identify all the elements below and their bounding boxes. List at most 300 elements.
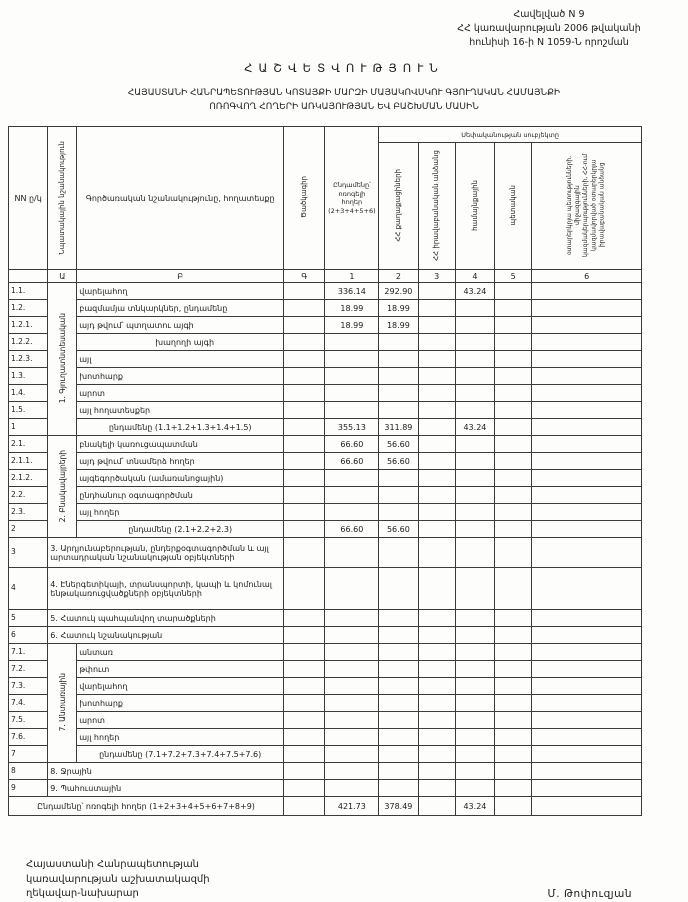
- value-cell: [532, 712, 642, 729]
- value-cell: [495, 627, 532, 644]
- value-cell: [418, 385, 455, 402]
- col-group-header-subjects: Սեփականության սուբյեկտը: [379, 127, 642, 143]
- value-cell: [325, 763, 379, 780]
- code-cell: [284, 538, 325, 568]
- value-cell: 66.60: [325, 453, 379, 470]
- value-cell: [455, 436, 494, 453]
- value-cell: [532, 568, 642, 610]
- code-cell: [284, 470, 325, 487]
- grand-total-code-cell: [284, 797, 325, 816]
- code-cell: [284, 402, 325, 419]
- table-row: [9, 334, 642, 351]
- value-cell: [418, 402, 455, 419]
- code-cell: [284, 644, 325, 661]
- row-number: 1.2.1.: [9, 317, 48, 334]
- value-cell: [495, 334, 532, 351]
- col-header-community-text: համայնքային: [470, 179, 479, 231]
- value-cell: [325, 712, 379, 729]
- code-cell-nn: [9, 270, 48, 283]
- code-cell-3: 3: [418, 270, 455, 283]
- value-cell: [532, 385, 642, 402]
- land-type-label: այլ հողատեսքեր: [77, 402, 284, 419]
- row-number: 2.1.2.: [9, 470, 48, 487]
- value-cell: 18.99: [379, 317, 418, 334]
- row-number: 7: [9, 746, 48, 763]
- irrigated-lands-table: [8, 126, 642, 816]
- value-cell: [532, 453, 642, 470]
- value-cell: [379, 470, 418, 487]
- table-row: [9, 351, 642, 368]
- report-subtitle-subject: ՈՌՈԳՎՈՂ ՀՈՂԵՐԻ ԱՌԿԱՅՈՒԹՅԱՆ ԵՎ ԲԱՇԽՄԱՆ ՄԱՍԻՆ: [209, 101, 479, 112]
- col-header-state: [495, 143, 532, 270]
- value-cell: [325, 470, 379, 487]
- value-cell: [532, 627, 642, 644]
- signer-title-line2: կառավարության աշխատակազմի: [26, 873, 210, 885]
- value-cell: [532, 470, 642, 487]
- row-number: 1.2.: [9, 300, 48, 317]
- col-header-citizens: [379, 143, 418, 270]
- value-cell: [418, 644, 455, 661]
- table-row: [9, 644, 642, 661]
- land-type-label: վարելահող: [77, 678, 284, 695]
- value-cell: [532, 521, 642, 538]
- land-type-label: արոտ: [77, 385, 284, 402]
- grand-total-value: 421.73: [325, 797, 379, 816]
- col-header-foreign: [532, 143, 642, 270]
- table-row: [9, 504, 642, 521]
- value-cell: [455, 746, 494, 763]
- col-header-code-text: Ծածկագիր: [299, 176, 308, 219]
- value-cell: [495, 538, 532, 568]
- col-header-citizens-text: ՀՀ քաղաքացիների: [394, 168, 403, 242]
- row-number: 1: [9, 419, 48, 436]
- value-cell: [379, 729, 418, 746]
- value-cell: 56.60: [379, 521, 418, 538]
- value-cell: 355.13: [325, 419, 379, 436]
- value-cell: [455, 470, 494, 487]
- signer-title-line1: Հայաստանի Հանրապետության: [26, 859, 200, 871]
- table-row: [9, 712, 642, 729]
- value-cell: [495, 661, 532, 678]
- group-label: 1. Գյուղատնտեսական: [57, 313, 67, 404]
- code-cell: [284, 521, 325, 538]
- group-label: 7. Անտառային: [57, 673, 67, 732]
- row-number: 3: [9, 538, 48, 568]
- value-cell: [532, 300, 642, 317]
- code-cell: [284, 504, 325, 521]
- code-cell: [284, 300, 325, 317]
- value-cell: [418, 436, 455, 453]
- value-cell: [532, 661, 642, 678]
- col-header-purpose: [48, 127, 77, 270]
- code-cell: [284, 729, 325, 746]
- annex-decree-number: հունիսի 16-ի N 1059-Ն որոշման: [469, 36, 629, 48]
- land-type-label: 5. Հատուկ պահպանվող տարածքների: [48, 610, 284, 627]
- value-cell: [379, 678, 418, 695]
- signer-name: Մ. Թոփուզյան: [547, 887, 632, 900]
- value-cell: [418, 368, 455, 385]
- value-cell: [455, 317, 494, 334]
- value-cell: [325, 351, 379, 368]
- value-cell: 18.99: [325, 300, 379, 317]
- value-cell: [455, 729, 494, 746]
- value-cell: [495, 521, 532, 538]
- value-cell: 56.60: [379, 436, 418, 453]
- value-cell: [495, 283, 532, 300]
- value-cell: [325, 402, 379, 419]
- grand-total-state: [495, 797, 532, 816]
- value-cell: [495, 402, 532, 419]
- land-type-label: այգեգործական (ամառանոցային): [77, 470, 284, 487]
- land-type-label: խոտհարք: [77, 695, 284, 712]
- table-row: [9, 661, 642, 678]
- value-cell: [495, 504, 532, 521]
- table-row: [9, 317, 642, 334]
- code-cell-1: 1: [325, 270, 379, 283]
- value-cell: [532, 763, 642, 780]
- value-cell: [325, 504, 379, 521]
- land-type-label: 3. Արդյունաբերության, ընդերքօգտագործման և այլ արտադրական նշանակության օբյեկտների: [48, 538, 284, 568]
- land-type-label: 6. Հատուկ նշանակության: [48, 627, 284, 644]
- value-cell: [325, 610, 379, 627]
- value-cell: [532, 334, 642, 351]
- value-cell: [495, 419, 532, 436]
- value-cell: [379, 351, 418, 368]
- land-type-label: 9. Պահուստային: [48, 780, 284, 797]
- table-row: [9, 487, 642, 504]
- value-cell: [532, 368, 642, 385]
- value-cell: [455, 644, 494, 661]
- code-cell: [284, 453, 325, 470]
- value-cell: [495, 385, 532, 402]
- row-number: 1.2.3.: [9, 351, 48, 368]
- table-row: [9, 695, 642, 712]
- row-number: 7.3.: [9, 678, 48, 695]
- code-cell-a: Ա: [48, 270, 77, 283]
- value-cell: [325, 746, 379, 763]
- value-cell: [455, 780, 494, 797]
- table-row: [9, 610, 642, 627]
- code-cell: [284, 351, 325, 368]
- row-number: 2.1.1.: [9, 453, 48, 470]
- value-cell: [455, 661, 494, 678]
- value-cell: [418, 568, 455, 610]
- code-cell: [284, 678, 325, 695]
- table-row: [9, 678, 642, 695]
- code-cell-6: 6: [532, 270, 642, 283]
- land-type-label: ընդամենը (2.1+2.2+2.3): [77, 521, 284, 538]
- value-cell: [495, 487, 532, 504]
- value-cell: [325, 568, 379, 610]
- code-cell: [284, 419, 325, 436]
- land-type-label: ընդամենը (7.1+7.2+7.3+7.4+7.5+7.6): [77, 746, 284, 763]
- value-cell: [325, 627, 379, 644]
- value-cell: [532, 610, 642, 627]
- header-row-main: [9, 127, 642, 143]
- value-cell: [455, 487, 494, 504]
- value-cell: [455, 351, 494, 368]
- value-cell: [379, 746, 418, 763]
- value-cell: [532, 504, 642, 521]
- row-number: 2.3.: [9, 504, 48, 521]
- code-cell: [284, 368, 325, 385]
- grand-total-label: Ընդամենը՝ ոռոգելի հողեր (1+2+3+4+5+6+7+8+9): [9, 797, 284, 816]
- code-cell: [284, 283, 325, 300]
- value-cell: [495, 712, 532, 729]
- value-cell: [325, 695, 379, 712]
- value-cell: [325, 729, 379, 746]
- table-row: [9, 368, 642, 385]
- value-cell: [325, 678, 379, 695]
- value-cell: [495, 568, 532, 610]
- row-number: 1.3.: [9, 368, 48, 385]
- col-header-legal-entities-text: ՀՀ իրավաբանական անձանց: [432, 149, 441, 261]
- code-cell: [284, 712, 325, 729]
- value-cell: [495, 368, 532, 385]
- value-cell: [455, 300, 494, 317]
- value-cell: [455, 678, 494, 695]
- land-type-label: բազմամյա տնկարկներ, ընդամենը: [77, 300, 284, 317]
- value-cell: [418, 729, 455, 746]
- value-cell: [455, 368, 494, 385]
- code-cell: [284, 334, 325, 351]
- row-number: 7.6.: [9, 729, 48, 746]
- row-number: 7.2.: [9, 661, 48, 678]
- value-cell: [495, 436, 532, 453]
- value-cell: [532, 436, 642, 453]
- table-row: [9, 627, 642, 644]
- value-cell: [495, 695, 532, 712]
- value-cell: [379, 610, 418, 627]
- code-cell: [284, 695, 325, 712]
- land-type-label: այլ հողեր: [77, 729, 284, 746]
- value-cell: [455, 334, 494, 351]
- value-cell: 43.24: [455, 283, 494, 300]
- value-cell: [532, 678, 642, 695]
- group-label-cell: [48, 436, 77, 538]
- row-number: 1.4.: [9, 385, 48, 402]
- value-cell: [532, 283, 642, 300]
- value-cell: [418, 678, 455, 695]
- value-cell: [455, 695, 494, 712]
- report-title: ՀԱՇՎԵՏՎՈՒԹՅՈՒՆ: [244, 61, 444, 76]
- land-type-label: խաղողի այգի: [77, 334, 284, 351]
- signer-title-line3: ղեկավար-նախարար: [26, 888, 139, 900]
- value-cell: [379, 627, 418, 644]
- value-cell: 18.99: [325, 317, 379, 334]
- value-cell: [379, 695, 418, 712]
- col-header-foreign-text: օտարերկրյա պետությունների, միջազգային կազմակերպությունների, ՀՀ-ում կազմավորված օտարերկրյա իրավաբանական անձանց: [566, 153, 606, 257]
- value-cell: [532, 780, 642, 797]
- value-cell: [418, 712, 455, 729]
- grand-total-foreign: [532, 797, 642, 816]
- row-number: 9: [9, 780, 48, 797]
- value-cell: [495, 746, 532, 763]
- report-title-block: [0, 61, 688, 114]
- value-cell: [418, 300, 455, 317]
- value-cell: [455, 712, 494, 729]
- value-cell: [455, 504, 494, 521]
- value-cell: [495, 678, 532, 695]
- value-cell: [532, 538, 642, 568]
- table-row: [9, 538, 642, 568]
- col-header-row-number: NN ը/կ: [9, 127, 48, 270]
- value-cell: [455, 538, 494, 568]
- value-cell: [325, 644, 379, 661]
- value-cell: [495, 644, 532, 661]
- row-number: 1.1.: [9, 283, 48, 300]
- value-cell: [455, 763, 494, 780]
- value-cell: [418, 470, 455, 487]
- code-cell: [284, 627, 325, 644]
- value-cell: [495, 351, 532, 368]
- value-cell: 43.24: [455, 419, 494, 436]
- value-cell: [418, 763, 455, 780]
- value-cell: 336.14: [325, 283, 379, 300]
- land-type-label: բնակելի կառուցապատման: [77, 436, 284, 453]
- table-row: [9, 521, 642, 538]
- value-cell: [418, 283, 455, 300]
- land-type-label: այդ թվում՝ տնամերձ հողեր: [77, 453, 284, 470]
- col-header-purpose-text: Նպատակային նշանակություն: [57, 140, 66, 255]
- value-cell: [418, 317, 455, 334]
- signer-title: [26, 858, 210, 902]
- row-number: 2: [9, 521, 48, 538]
- grand-total-row: [9, 797, 642, 816]
- value-cell: [455, 385, 494, 402]
- group-label-cell: [48, 644, 77, 763]
- code-cell: [284, 610, 325, 627]
- row-number: 1.2.2.: [9, 334, 48, 351]
- value-cell: [418, 610, 455, 627]
- value-cell: [379, 763, 418, 780]
- value-cell: [532, 402, 642, 419]
- group-label: 2. Բնակավայրերի: [57, 449, 67, 522]
- annex-decree-year: ՀՀ կառավարության 2006 թվականի: [457, 22, 641, 34]
- group-label-cell: [48, 283, 77, 436]
- value-cell: [325, 334, 379, 351]
- value-cell: [532, 487, 642, 504]
- table-row: [9, 780, 642, 797]
- value-cell: [418, 695, 455, 712]
- value-cell: [455, 402, 494, 419]
- land-type-label: ընդհանուր օգտագործման: [77, 487, 284, 504]
- value-cell: [325, 780, 379, 797]
- code-cell-4: 4: [455, 270, 494, 283]
- value-cell: [379, 538, 418, 568]
- value-cell: [532, 419, 642, 436]
- value-cell: [418, 627, 455, 644]
- value-cell: [495, 317, 532, 334]
- row-number: 8: [9, 763, 48, 780]
- row-number: 7.5.: [9, 712, 48, 729]
- value-cell: [418, 661, 455, 678]
- value-cell: 66.60: [325, 436, 379, 453]
- table-row: [9, 385, 642, 402]
- value-cell: [325, 661, 379, 678]
- value-cell: 311.89: [379, 419, 418, 436]
- value-cell: [455, 521, 494, 538]
- value-cell: [495, 729, 532, 746]
- annex-number: Հավելված N 9: [513, 9, 585, 20]
- annex-reference-block: [424, 8, 674, 49]
- table-header: [9, 127, 642, 283]
- table-row: [9, 436, 642, 453]
- row-number: 7.1.: [9, 644, 48, 661]
- value-cell: [495, 470, 532, 487]
- code-cell: [284, 568, 325, 610]
- col-header-legal-entities: [418, 143, 455, 270]
- value-cell: [532, 729, 642, 746]
- code-cell: [284, 317, 325, 334]
- value-cell: [325, 368, 379, 385]
- value-cell: [495, 300, 532, 317]
- row-number: 5: [9, 610, 48, 627]
- value-cell: 18.99: [379, 300, 418, 317]
- value-cell: [418, 746, 455, 763]
- value-cell: 56.60: [379, 453, 418, 470]
- table-row: [9, 419, 642, 436]
- value-cell: [495, 780, 532, 797]
- value-cell: [495, 763, 532, 780]
- code-cell-2: 2: [379, 270, 418, 283]
- value-cell: [418, 351, 455, 368]
- value-cell: [455, 627, 494, 644]
- row-number: 6: [9, 627, 48, 644]
- row-number: 2.2.: [9, 487, 48, 504]
- code-cell-5: 5: [495, 270, 532, 283]
- signature-block: [0, 858, 688, 902]
- value-cell: [455, 453, 494, 470]
- value-cell: [379, 402, 418, 419]
- value-cell: [379, 780, 418, 797]
- code-cell: [284, 763, 325, 780]
- col-header-state-text: պետական: [508, 185, 517, 226]
- row-number: 4: [9, 568, 48, 610]
- value-cell: [379, 504, 418, 521]
- land-type-label: ընդամենը (1.1+1.2+1.3+1.4+1.5): [77, 419, 284, 436]
- value-cell: 292.90: [379, 283, 418, 300]
- value-cell: [455, 610, 494, 627]
- land-type-label: արոտ: [77, 712, 284, 729]
- code-cell: [284, 385, 325, 402]
- code-cell-g: Գ: [284, 270, 325, 283]
- value-cell: [418, 538, 455, 568]
- value-cell: 66.60: [325, 521, 379, 538]
- value-cell: [495, 610, 532, 627]
- value-cell: [418, 334, 455, 351]
- land-type-label: խոտհարք: [77, 368, 284, 385]
- table-row: [9, 568, 642, 610]
- value-cell: [418, 419, 455, 436]
- table-row: [9, 763, 642, 780]
- value-cell: [325, 538, 379, 568]
- value-cell: [455, 568, 494, 610]
- value-cell: [418, 521, 455, 538]
- value-cell: [325, 487, 379, 504]
- land-type-label: 4. Էներգետիկայի, տրանսպորտի, կապի և կոմունալ ենթակառուցվածքների օբյեկտների: [48, 568, 284, 610]
- row-number: 7.4.: [9, 695, 48, 712]
- code-cell: [284, 661, 325, 678]
- code-cell: [284, 436, 325, 453]
- col-header-total: Ընդամենը՝ ոռոգելի հողեր (2+3+4+5+6): [325, 127, 379, 270]
- table-row: [9, 453, 642, 470]
- value-cell: [418, 504, 455, 521]
- table-row: [9, 283, 642, 300]
- value-cell: [379, 644, 418, 661]
- land-type-label: այդ թվում՝ պտղատու այգի: [77, 317, 284, 334]
- value-cell: [379, 568, 418, 610]
